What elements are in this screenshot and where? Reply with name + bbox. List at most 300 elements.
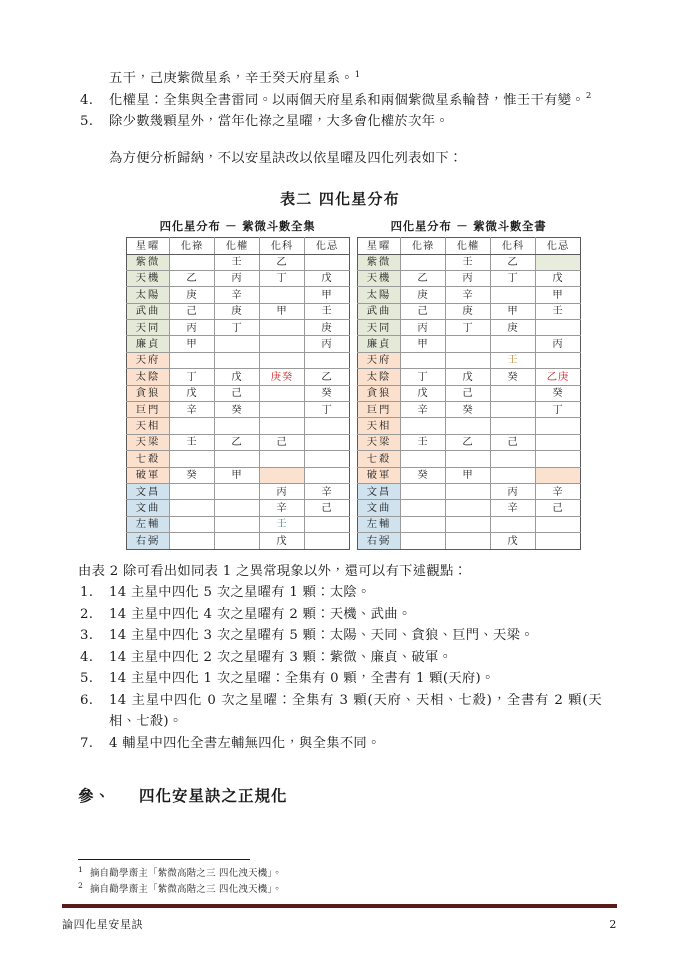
sihua-cell	[446, 369, 491, 385]
list-item-5-text: 除少數幾顆星外，當年化祿之星曜，大多會化權於次年。	[109, 114, 449, 130]
sihua-cell	[260, 385, 305, 401]
sihua-cell	[260, 483, 305, 499]
star-name-cell: 廉貞	[358, 336, 401, 352]
observation-item	[78, 668, 602, 690]
table-row	[358, 451, 581, 467]
star-name-cell: 天梁	[127, 434, 170, 450]
sihua-cell	[170, 287, 215, 303]
sihua-cell	[305, 402, 350, 418]
observation-item-text: 14 主星中四化 5 次之星曜有 1 顆：太陰。	[109, 585, 371, 601]
tables-container	[104, 216, 602, 549]
sihua-cell	[305, 483, 350, 499]
sihua-cell	[446, 500, 491, 516]
sihua-value: 丙	[552, 338, 564, 351]
sihua-value: 丙	[417, 321, 429, 334]
sihua-cell	[401, 385, 446, 401]
footnote-2	[78, 882, 602, 898]
table-row	[127, 270, 350, 286]
star-name-cell: 文曲	[127, 500, 170, 516]
sihua-cell	[536, 516, 581, 532]
sihua-cell	[305, 303, 350, 319]
sihua-cell	[491, 254, 536, 270]
star-name-cell: 太陰	[127, 369, 170, 385]
sihua-value: 己	[186, 305, 198, 318]
table-row	[127, 369, 350, 385]
observation-item	[78, 690, 602, 733]
sihua-cell	[491, 320, 536, 336]
sihua-cell	[305, 320, 350, 336]
table-row	[358, 254, 581, 270]
sihua-cell	[170, 303, 215, 319]
star-name-cell: 武曲	[358, 303, 401, 319]
sihua-value: 甲	[552, 288, 564, 301]
sihua-cell	[305, 467, 350, 483]
sihua-cell	[446, 336, 491, 352]
sihua-cell	[215, 369, 260, 385]
sihua-cell	[305, 254, 350, 270]
sihua-value: 甲	[186, 338, 198, 351]
sihua-cell	[401, 467, 446, 483]
sihua-cell	[260, 287, 305, 303]
sihua-cell	[170, 385, 215, 401]
sihua-cell	[536, 303, 581, 319]
sihua-cell	[401, 533, 446, 549]
star-name-cell: 文昌	[358, 483, 401, 499]
table-row	[127, 303, 350, 319]
sihua-cell	[170, 434, 215, 450]
sihua-cell	[170, 270, 215, 286]
observation-item-text: 4 輔星中四化全書左輔無四化，與全集不同。	[109, 735, 381, 751]
sihua-cell	[491, 467, 536, 483]
sihua-cell	[215, 533, 260, 549]
sihua-value: 己	[462, 387, 474, 400]
sihua-cell	[215, 320, 260, 336]
sihua-cell	[401, 451, 446, 467]
sihua-value: 乙庚	[546, 370, 570, 383]
table-row	[358, 533, 581, 549]
sihua-cell	[215, 418, 260, 434]
body-numbered-list	[78, 90, 602, 133]
table-row	[127, 336, 350, 352]
star-name-cell: 紫微	[127, 254, 170, 270]
sihua-cell	[215, 303, 260, 319]
page-content	[78, 68, 602, 897]
sihua-cell	[305, 270, 350, 286]
sihua-cell	[215, 434, 260, 450]
sihua-cell	[401, 500, 446, 516]
sihua-cell	[215, 467, 260, 483]
table-row	[358, 385, 581, 401]
table-row	[127, 451, 350, 467]
table-row	[127, 287, 350, 303]
sihua-value: 乙	[321, 370, 333, 383]
sihua-value: 己	[321, 501, 333, 514]
star-name-cell: 太陽	[358, 287, 401, 303]
star-name-cell: 天相	[358, 418, 401, 434]
sihua-cell	[446, 533, 491, 549]
sihua-cell	[536, 287, 581, 303]
table-title-left: 四化星分布 － 紫微斗數全集	[159, 219, 316, 234]
sihua-cell	[170, 483, 215, 499]
sihua-value: 丙	[462, 272, 474, 285]
sihua-cell	[260, 418, 305, 434]
table-row	[127, 467, 350, 483]
table-row	[358, 483, 581, 499]
continued-text: 五干，己庚紫微星系，辛壬癸天府星系。	[109, 71, 354, 86]
lead-in-paragraph: 為方便分析歸納，不以安星訣改以依星曜及四化列表如下：	[109, 150, 463, 166]
sihua-value: 庚	[417, 288, 429, 301]
sihua-cell	[536, 500, 581, 516]
sihua-cell	[170, 516, 215, 532]
sihua-cell	[536, 352, 581, 368]
sihua-cell	[401, 320, 446, 336]
sihua-cell	[401, 270, 446, 286]
sihua-value: 丁	[462, 321, 474, 334]
sihua-value: 戊	[276, 534, 288, 547]
table-row	[127, 418, 350, 434]
section-heading-title: 四化安星訣之正規化	[139, 786, 288, 806]
table-row	[127, 516, 350, 532]
sihua-value: 丁	[552, 403, 564, 416]
sihua-value: 己	[417, 305, 429, 318]
sihua-cell	[215, 385, 260, 401]
star-name-cell: 右弼	[127, 533, 170, 549]
sihua-cell	[491, 385, 536, 401]
table-row	[358, 320, 581, 336]
sihua-value: 己	[507, 436, 519, 449]
sihua-value: 乙	[417, 272, 429, 285]
continued-paragraph	[78, 68, 602, 90]
sihua-cell	[446, 402, 491, 418]
sihua-cell	[260, 352, 305, 368]
observation-item-text: 14 主星中四化 0 次之星曜：全集有 3 顆(天府、天相、七殺)，全書有 2 顆(天相、七殺)。	[109, 692, 602, 730]
star-name-cell: 破軍	[127, 467, 170, 483]
observation-item-number: 4.	[80, 649, 94, 665]
sihua-value: 丙	[276, 485, 288, 498]
col-header-2: 化權	[215, 238, 260, 254]
star-name-cell: 太陽	[127, 287, 170, 303]
table-row	[358, 287, 581, 303]
table-row	[127, 402, 350, 418]
observation-item-number: 7.	[80, 735, 94, 751]
sihua-cell	[491, 270, 536, 286]
sihua-cell	[215, 516, 260, 532]
star-name-cell: 天相	[127, 418, 170, 434]
table-row	[127, 434, 350, 450]
table-row	[127, 483, 350, 499]
star-name-cell: 文昌	[127, 483, 170, 499]
footnote-1-text: 摘自勸學齋主「紫微高階之三 四化洩天機」。	[90, 868, 283, 880]
sihua-cell	[401, 483, 446, 499]
sihua-value: 甲	[417, 338, 429, 351]
sihua-cell	[401, 402, 446, 418]
sihua-cell	[491, 336, 536, 352]
sihua-value: 戊	[507, 534, 519, 547]
sihua-value: 乙	[276, 256, 288, 269]
sihua-cell	[305, 516, 350, 532]
sihua-cell	[491, 516, 536, 532]
observation-item-number: 5.	[80, 671, 94, 687]
star-name-cell: 武曲	[127, 303, 170, 319]
table-row	[358, 434, 581, 450]
observation-item-text: 14 主星中四化 1 次之星曜：全集有 0 顆，全書有 1 顆(天府)。	[109, 671, 495, 687]
sihua-cell	[446, 467, 491, 483]
sihua-value: 丙	[507, 485, 519, 498]
sihua-value: 戊	[552, 272, 564, 285]
sihua-cell	[536, 483, 581, 499]
observation-item	[78, 604, 602, 626]
sihua-cell	[401, 287, 446, 303]
sihua-cell	[446, 483, 491, 499]
sihua-value: 戊	[462, 370, 474, 383]
table-body-right	[358, 254, 581, 549]
observation-item-number: 1.	[80, 585, 94, 601]
sihua-cell	[401, 352, 446, 368]
sihua-cell	[215, 254, 260, 270]
sihua-cell	[260, 402, 305, 418]
col-header-0: 星曜	[127, 238, 170, 254]
star-name-cell: 天同	[358, 320, 401, 336]
table-row	[358, 336, 581, 352]
sihua-cell	[305, 369, 350, 385]
sihua-cell	[260, 369, 305, 385]
sihua-cell	[446, 320, 491, 336]
sihua-cell	[491, 287, 536, 303]
section-heading-number: 參、	[78, 786, 112, 806]
sihua-cell	[305, 352, 350, 368]
sihua-cell	[401, 336, 446, 352]
footnote-ref-1: 1	[354, 69, 361, 80]
sihua-cell	[305, 418, 350, 434]
star-name-cell: 廉貞	[127, 336, 170, 352]
footnote-2-text: 摘自勸學齋主「紫微高階之三 四化洩天機」。	[90, 883, 283, 895]
observation-item	[78, 647, 602, 669]
sihua-cell	[401, 254, 446, 270]
sihua-value: 癸	[507, 370, 519, 383]
table-row	[358, 402, 581, 418]
table-row	[358, 500, 581, 516]
sihua-value: 壬	[462, 256, 474, 269]
star-name-cell: 天梁	[358, 434, 401, 450]
sihua-cell	[305, 451, 350, 467]
sihua-value: 甲	[507, 305, 519, 318]
sihua-value: 庚癸	[270, 370, 294, 383]
sihua-value: 丁	[276, 272, 288, 285]
sihua-cell	[536, 533, 581, 549]
footer-page-number: 2	[609, 918, 617, 931]
sihua-value: 癸	[552, 387, 564, 400]
star-name-cell: 七殺	[127, 451, 170, 467]
star-name-cell: 七殺	[358, 451, 401, 467]
sihua-cell	[305, 500, 350, 516]
sihua-value: 庚	[321, 321, 333, 334]
sihua-cell	[215, 352, 260, 368]
col-header-3: 化科	[491, 238, 536, 254]
sihua-value: 辛	[321, 485, 333, 498]
observation-item-number: 2.	[80, 606, 94, 622]
table-header-row-left	[127, 238, 350, 254]
observation-item-text: 14 主星中四化 3 次之星曜有 5 顆：太陽、天同、貪狼、巨門、天梁。	[109, 628, 534, 644]
star-name-cell: 左輔	[127, 516, 170, 532]
star-name-cell: 文曲	[358, 500, 401, 516]
sihua-cell	[401, 303, 446, 319]
sihua-value: 壬	[231, 256, 243, 269]
sihua-cell	[536, 385, 581, 401]
sihua-cell	[401, 434, 446, 450]
sihua-value: 癸	[462, 403, 474, 416]
sihua-cell	[491, 352, 536, 368]
sihua-cell	[446, 352, 491, 368]
sihua-cell	[170, 467, 215, 483]
sihua-value: 乙	[507, 256, 519, 269]
table-block-right	[357, 216, 580, 549]
sihua-value: 庚	[231, 305, 243, 318]
sihua-value: 辛	[186, 403, 198, 416]
sihua-value: 庚	[462, 305, 474, 318]
sihua-cell	[491, 500, 536, 516]
col-header-2: 化權	[446, 238, 491, 254]
sihua-cell	[491, 369, 536, 385]
sihua-cell	[260, 303, 305, 319]
sihua-cell	[446, 385, 491, 401]
sihua-value: 癸	[417, 469, 429, 482]
sihua-cell	[536, 270, 581, 286]
sihua-value: 己	[276, 436, 288, 449]
sihua-value: 辛	[507, 501, 519, 514]
star-name-cell: 巨門	[127, 402, 170, 418]
star-name-cell: 破軍	[358, 467, 401, 483]
star-name-cell: 右弼	[358, 533, 401, 549]
table-row	[358, 270, 581, 286]
table-row	[127, 533, 350, 549]
sihua-value: 丁	[417, 370, 429, 383]
sihua-cell	[260, 434, 305, 450]
sihua-value: 甲	[276, 305, 288, 318]
sihua-value: 壬	[552, 305, 564, 318]
sihua-cell	[305, 336, 350, 352]
sihua-cell	[260, 254, 305, 270]
footnote-2-mark: 2	[78, 880, 84, 890]
star-name-cell: 天同	[127, 320, 170, 336]
sihua-table-left	[126, 237, 350, 549]
observation-item-text: 14 主星中四化 4 次之星曜有 2 顆：天機、武曲。	[109, 606, 412, 622]
observations-list	[78, 582, 602, 754]
sihua-cell	[170, 500, 215, 516]
sihua-value: 甲	[321, 288, 333, 301]
sihua-value: 辛	[462, 288, 474, 301]
sihua-cell	[170, 320, 215, 336]
sihua-cell	[536, 369, 581, 385]
footer-rule	[62, 904, 617, 908]
star-name-cell: 太陰	[358, 369, 401, 385]
table-row	[358, 418, 581, 434]
sihua-cell	[401, 418, 446, 434]
sihua-value: 壬	[186, 436, 198, 449]
section-heading	[78, 784, 602, 806]
sihua-cell	[536, 451, 581, 467]
sihua-cell	[215, 287, 260, 303]
observation-item-text: 14 主星中四化 2 次之星曜有 3 顆：紫微、廉貞、破軍。	[109, 649, 453, 665]
sihua-value: 辛	[552, 485, 564, 498]
sihua-cell	[170, 451, 215, 467]
star-name-cell: 天府	[127, 352, 170, 368]
table-row	[358, 467, 581, 483]
sihua-cell	[491, 303, 536, 319]
sihua-value: 戊	[231, 370, 243, 383]
sihua-value: 戊	[186, 387, 198, 400]
star-name-cell: 紫微	[358, 254, 401, 270]
star-name-cell: 巨門	[358, 402, 401, 418]
observations-lead: 由表 2 除可看出如同表 1 之異常現象以外，還可以有下述觀點：	[78, 563, 468, 579]
sihua-cell	[170, 418, 215, 434]
sihua-value: 丁	[231, 321, 243, 334]
sihua-cell	[215, 483, 260, 499]
sihua-value: 甲	[231, 469, 243, 482]
sihua-value: 庚	[186, 288, 198, 301]
sihua-cell	[446, 434, 491, 450]
footnote-1	[78, 866, 602, 882]
sihua-cell	[446, 303, 491, 319]
star-name-cell: 貪狼	[358, 385, 401, 401]
sihua-value: 壬	[507, 354, 519, 367]
star-name-cell: 貪狼	[127, 385, 170, 401]
observation-item-number: 3.	[80, 628, 94, 644]
sihua-cell	[260, 336, 305, 352]
sihua-value: 乙	[231, 436, 243, 449]
star-name-cell: 天府	[358, 352, 401, 368]
observation-item	[78, 582, 602, 604]
table-row	[358, 303, 581, 319]
sihua-cell	[446, 451, 491, 467]
sihua-value: 壬	[276, 518, 288, 531]
list-item-5-number: 5.	[80, 114, 94, 130]
sihua-cell	[401, 516, 446, 532]
sihua-cell	[260, 533, 305, 549]
table-row	[358, 369, 581, 385]
sihua-cell	[446, 254, 491, 270]
sihua-cell	[170, 369, 215, 385]
sihua-cell	[446, 270, 491, 286]
col-header-0: 星曜	[358, 238, 401, 254]
observation-item-number: 6.	[80, 692, 94, 708]
list-item-4	[78, 90, 602, 112]
sihua-value: 癸	[231, 403, 243, 416]
footnote-1-mark: 1	[78, 865, 84, 875]
table-title-right: 四化星分布 － 紫微斗數全書	[390, 219, 547, 234]
sihua-value: 戊	[321, 272, 333, 285]
sihua-cell	[536, 320, 581, 336]
footer-title: 論四化星安星訣	[62, 918, 144, 931]
page-footer	[62, 916, 617, 932]
sihua-cell	[215, 270, 260, 286]
sihua-value: 丁	[507, 272, 519, 285]
table-row	[127, 254, 350, 270]
list-item-4-text: 化權星：全集與全書雷同。以兩個天府星系和兩個紫微星系輪替，惟壬干有變。	[109, 92, 585, 108]
sihua-cell	[536, 402, 581, 418]
col-header-4: 化忌	[305, 238, 350, 254]
table-row	[127, 500, 350, 516]
observation-item	[78, 625, 602, 647]
sihua-value: 乙	[462, 436, 474, 449]
sihua-cell	[536, 418, 581, 434]
sihua-value: 辛	[231, 288, 243, 301]
sihua-value: 甲	[462, 469, 474, 482]
sihua-cell	[260, 320, 305, 336]
sihua-cell	[260, 516, 305, 532]
sihua-cell	[536, 434, 581, 450]
sihua-cell	[260, 500, 305, 516]
table-block-left	[126, 216, 349, 549]
